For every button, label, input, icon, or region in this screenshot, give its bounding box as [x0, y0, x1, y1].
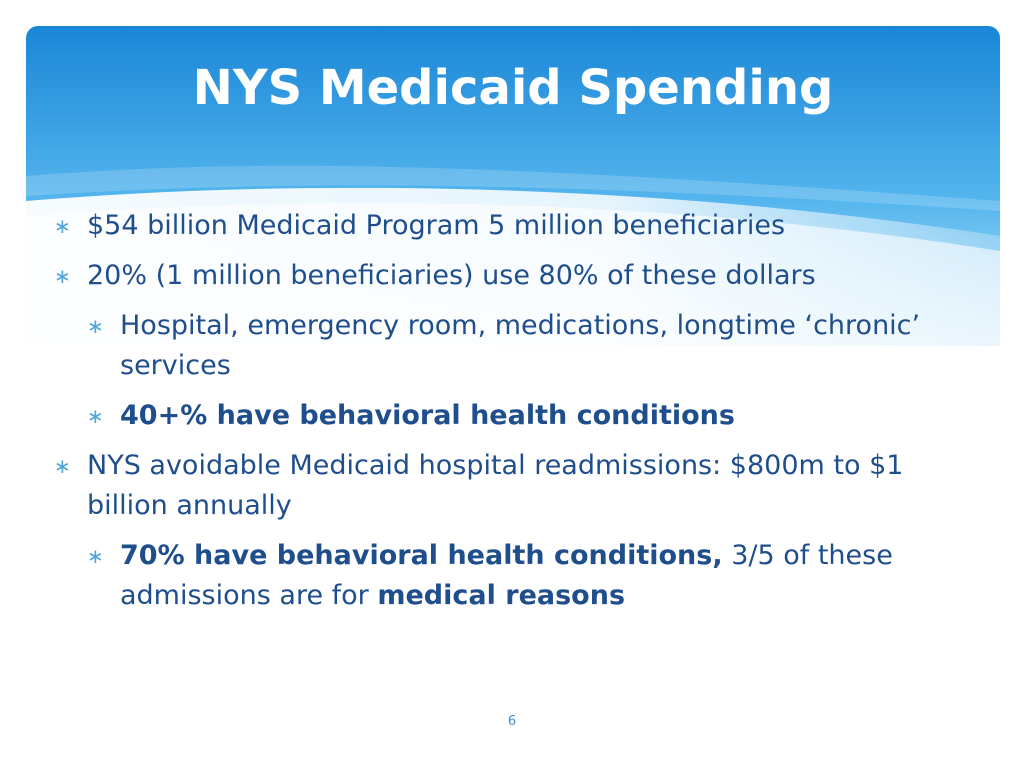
bullet-text-bold-end: medical reasons	[377, 580, 626, 611]
bullet-item	[50, 446, 930, 526]
page-number: 6	[507, 714, 517, 729]
slide-title: NYS Medicaid Spending	[192, 60, 834, 116]
sub-bullet-item	[83, 536, 930, 616]
bullet-text: $54 billion Medicaid Program 5 million beneficiaries	[87, 210, 786, 241]
bullet-asterisk-icon: ∗	[87, 544, 104, 568]
bullet-text: 20% (1 million beneficiaries) use 80% of these dollars	[87, 260, 816, 291]
bullet-item	[50, 256, 930, 296]
bullet-item	[50, 206, 930, 246]
bullet-text: 3/5 of these admissions are for	[120, 540, 893, 611]
bullet-text-bold: 70% have behavioral health conditions,	[120, 540, 723, 571]
sub-bullet-item	[83, 396, 930, 436]
bullet-asterisk-icon: ∗	[54, 454, 71, 478]
bullet-asterisk-icon: ∗	[54, 264, 71, 288]
sub-bullet-item	[83, 306, 930, 386]
bullet-asterisk-icon: ∗	[87, 314, 104, 338]
bullet-text-bold: 40+% have behavioral health conditions	[120, 400, 735, 431]
bullet-asterisk-icon: ∗	[54, 214, 71, 238]
bullet-asterisk-icon: ∗	[87, 404, 104, 428]
bullet-text: Hospital, emergency room, medications, longtime ‘chronic’ services	[120, 310, 921, 381]
bullet-list	[50, 206, 930, 626]
bullet-text: NYS avoidable Medicaid hospital readmissions: $800m to $1 billion annually	[87, 450, 904, 521]
